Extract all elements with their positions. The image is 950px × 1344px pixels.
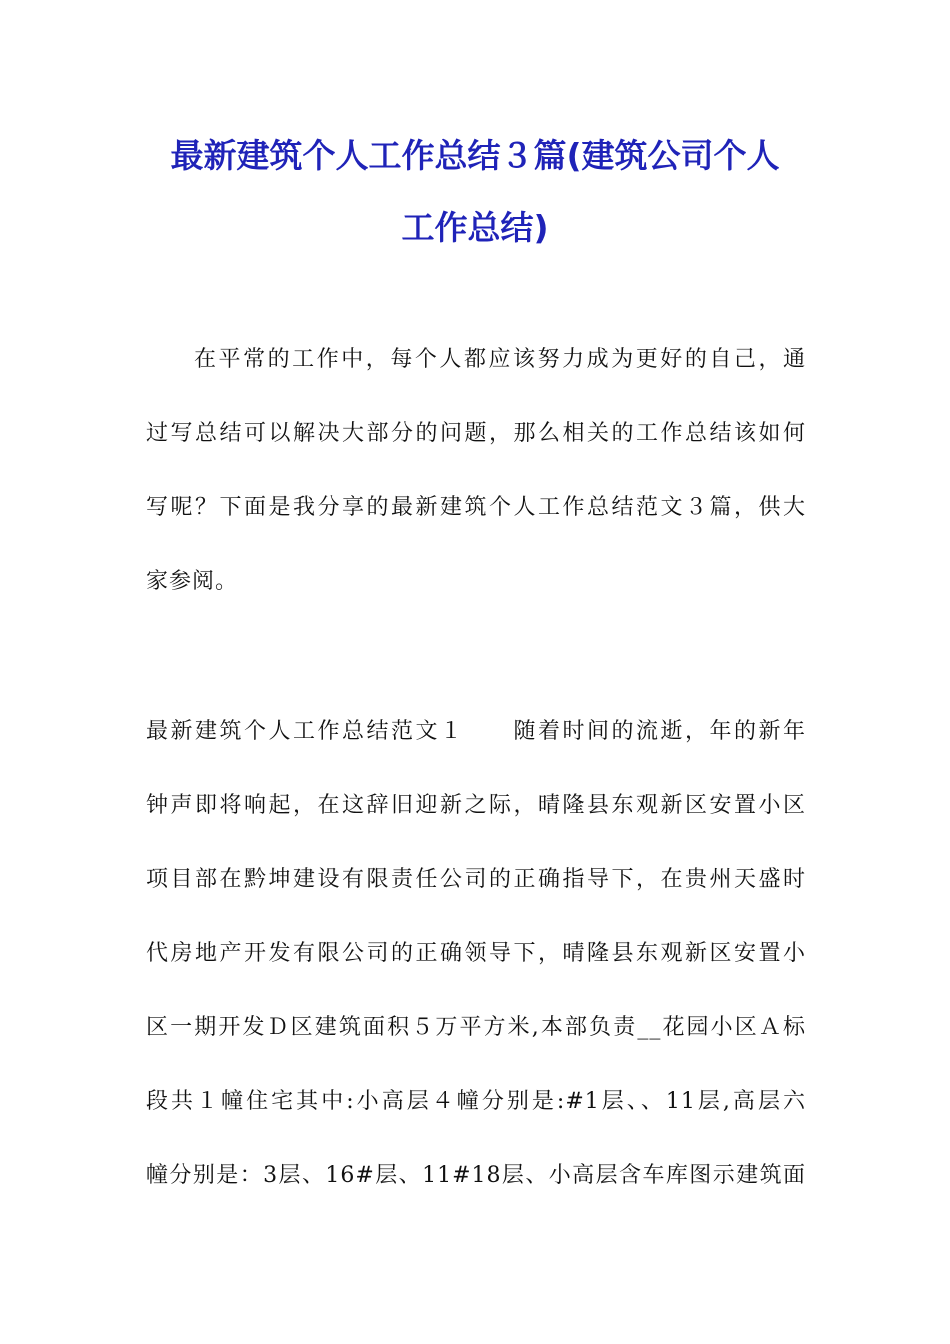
sample-1-line-2: 钟声即将响起，在这辞旧迎新之际，晴隆县东观新区安置小区 <box>146 793 806 818</box>
intro-line-3: 写呢？下面是我分享的最新建筑个人工作总结范文３篇，供大 <box>146 495 806 520</box>
sample-1-line-4: 代房地产开发有限公司的正确领导下，晴隆县东观新区安置小 <box>146 941 806 966</box>
sample-1-line-3: 项目部在黔坤建设有限责任公司的正确指导下，在贵州天盛时 <box>146 867 806 892</box>
title-line-1: 最新建筑个人工作总结３篇(建筑公司个人 <box>170 136 780 175</box>
sample-1-line-5: 区一期开发Ｄ区建筑面积５万平方米,本部负责__花园小区Ａ标 <box>146 1015 806 1040</box>
sample-1-line-1: 最新建筑个人工作总结范文１ 随着时间的流逝，年的新年 <box>146 719 806 744</box>
intro-paragraph <box>146 323 806 619</box>
document-title <box>140 120 810 264</box>
intro-line-1: 在平常的工作中，每个人都应该努力成为更好的自己，通 <box>194 347 806 372</box>
sample-1-line-7: 幢分别是：3层、16#层、11#18层、小高层含车库图示建筑面 <box>146 1163 806 1188</box>
intro-line-4: 家参阅。 <box>146 569 239 594</box>
title-line-2: 工作总结) <box>401 208 549 247</box>
sample-1-line-6: 段共１幢住宅其中:小高层４幢分别是:#1层、、11层,高层六 <box>146 1089 806 1114</box>
intro-line-2: 过写总结可以解决大部分的问题，那么相关的工作总结该如何 <box>146 421 806 446</box>
sample-1-paragraph <box>146 695 806 1213</box>
